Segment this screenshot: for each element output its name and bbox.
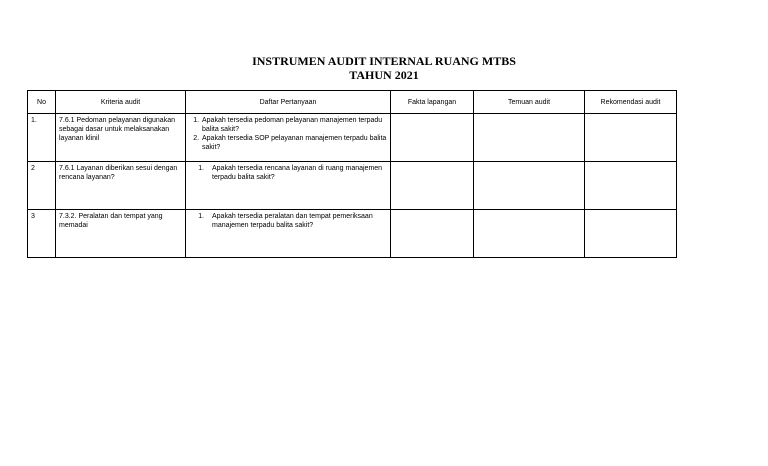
row-temuan-cell	[474, 162, 585, 210]
header-kriteria: Kriteria audit	[56, 91, 186, 114]
row-rekomendasi-cell	[585, 114, 677, 162]
question-list	[186, 162, 390, 182]
row-kriteria: 7.3.2. Peralatan dan tempat yang memadai	[59, 213, 163, 229]
row-number: 2	[31, 165, 35, 172]
table-row	[28, 210, 677, 258]
header-fakta-lapangan: Fakta lapangan	[391, 91, 474, 114]
row-number: 1.	[31, 117, 37, 124]
question-item: 2. Apakah tersedia SOP pelayanan manajemen terpadu balita sakit?	[201, 134, 387, 152]
row-kriteria: 7.6.1 Pedoman pelayanan digunakan sebagai dasar untuk melaksanakan layanan klinil	[59, 117, 175, 142]
row-fakta-cell	[391, 114, 474, 162]
row-number: 3	[31, 213, 35, 220]
question-list	[186, 114, 390, 152]
row-rekomendasi-cell	[585, 210, 677, 258]
header-row	[28, 91, 677, 114]
row-rekomendasi-cell	[585, 162, 677, 210]
question-item: 1. Apakah tersedia peralatan dan tempat pemeriksaan manajemen terpadu balita sakit?	[206, 212, 387, 230]
row-kriteria: 7.6.1 Layanan diberikan sesui dengan rencana layanan?	[59, 165, 178, 181]
question-list	[186, 210, 390, 230]
document-year: TAHUN 2021	[349, 68, 419, 82]
header-no: No	[28, 91, 56, 114]
header-rekomendasi-audit: Rekomendasi audit	[585, 91, 677, 114]
header-temuan-audit: Temuan audit	[474, 91, 585, 114]
question-item: 1. Apakah tersedia pedoman pelayanan manajemen terpadu balita sakit?	[201, 116, 387, 134]
row-temuan-cell	[474, 114, 585, 162]
row-fakta-cell	[391, 210, 474, 258]
document-title: INSTRUMEN AUDIT INTERNAL RUANG MTBS	[252, 54, 516, 68]
table-row	[28, 114, 677, 162]
header-daftar-pertanyaan: Daftar Pertanyaan	[186, 91, 391, 114]
row-fakta-cell	[391, 162, 474, 210]
table-row	[28, 162, 677, 210]
question-item: 1. Apakah tersedia rencana layanan di ruang manajemen terpadu balita sakit?	[206, 164, 387, 182]
audit-table	[27, 90, 677, 258]
row-temuan-cell	[474, 210, 585, 258]
